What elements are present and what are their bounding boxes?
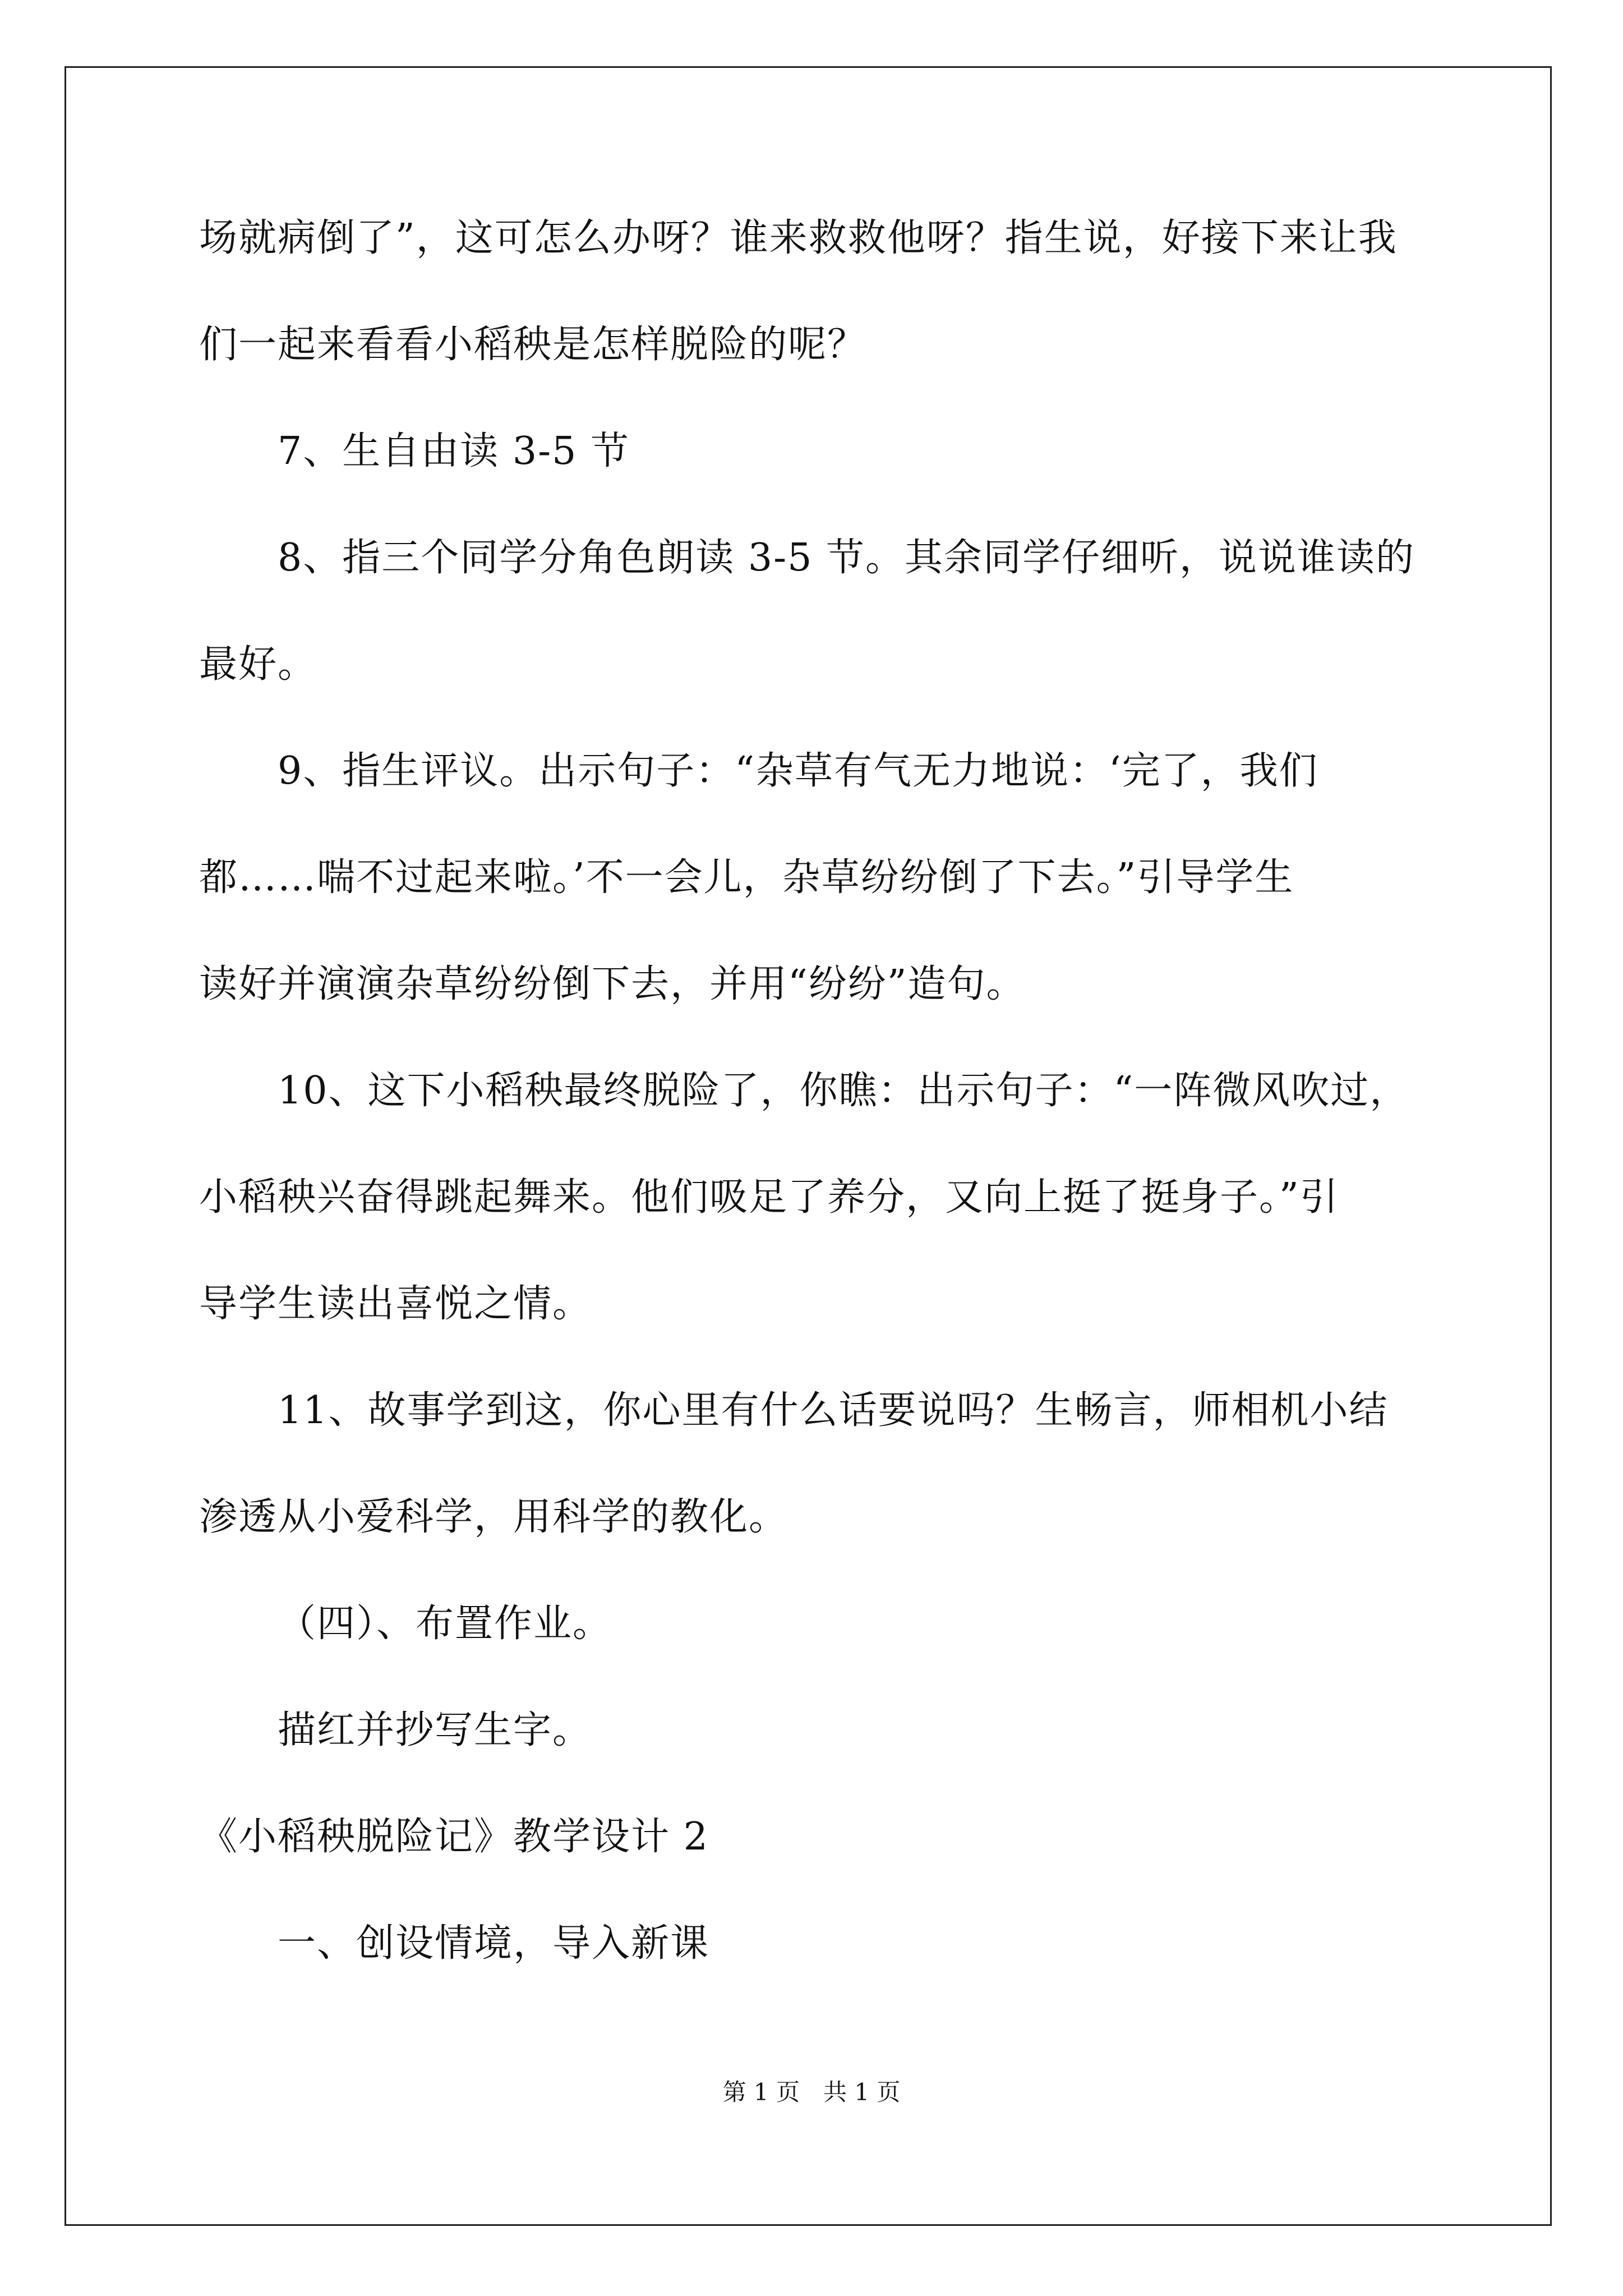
text-line: 11、故事学到这，你心里有什么话要说吗？生畅言，师相机小结 <box>278 1388 1389 1433</box>
text-line: 最好。 <box>199 642 317 687</box>
text-line: 9、指生评议。出示句子：“杂草有气无力地说：‘完了，我们 <box>278 749 1318 793</box>
text-line: 描红并抄写生字。 <box>278 1708 592 1752</box>
section-heading: 一、创设情境，导入新课 <box>278 1921 710 1966</box>
text-line: 7、生自由读 3-5 节 <box>278 429 630 473</box>
text-line: 们一起来看看小稻秧是怎样脱险的呢？ <box>199 323 867 367</box>
text-line: 8、指三个同学分角色朗读 3-5 节。其余同学仔细听，说说谁读的 <box>278 536 1415 580</box>
page-footer: 第 1 页 共 1 页 <box>722 2078 901 2106</box>
document-title: 《小稻秧脱险记》教学设计 2 <box>199 1815 709 1859</box>
text-line: 10、这下小稻秧最终脱险了，你瞧：出示句子：“一阵微风吹过， <box>278 1069 1409 1113</box>
text-line: 导学生读出喜悦之情。 <box>199 1282 592 1326</box>
text-line: 都……喘不过起来啦。’不一会儿，杂草纷纷倒了下去。”引导学生 <box>199 855 1294 900</box>
text-line: 渗透从小爱科学，用科学的教化。 <box>199 1495 789 1539</box>
page-border <box>64 66 1552 2226</box>
text-line: 场就病倒了”，这可怎么办呀？谁来救救他呀？指生说，好接下来让我 <box>199 216 1398 260</box>
text-line: 读好并演演杂草纷纷倒下去，并用“纷纷”造句。 <box>199 962 1026 1006</box>
text-line: 小稻秧兴奋得跳起舞来。他们吸足了养分，又向上挺了挺身子。”引 <box>199 1175 1339 1220</box>
section-heading: （四）、布置作业。 <box>278 1602 612 1646</box>
